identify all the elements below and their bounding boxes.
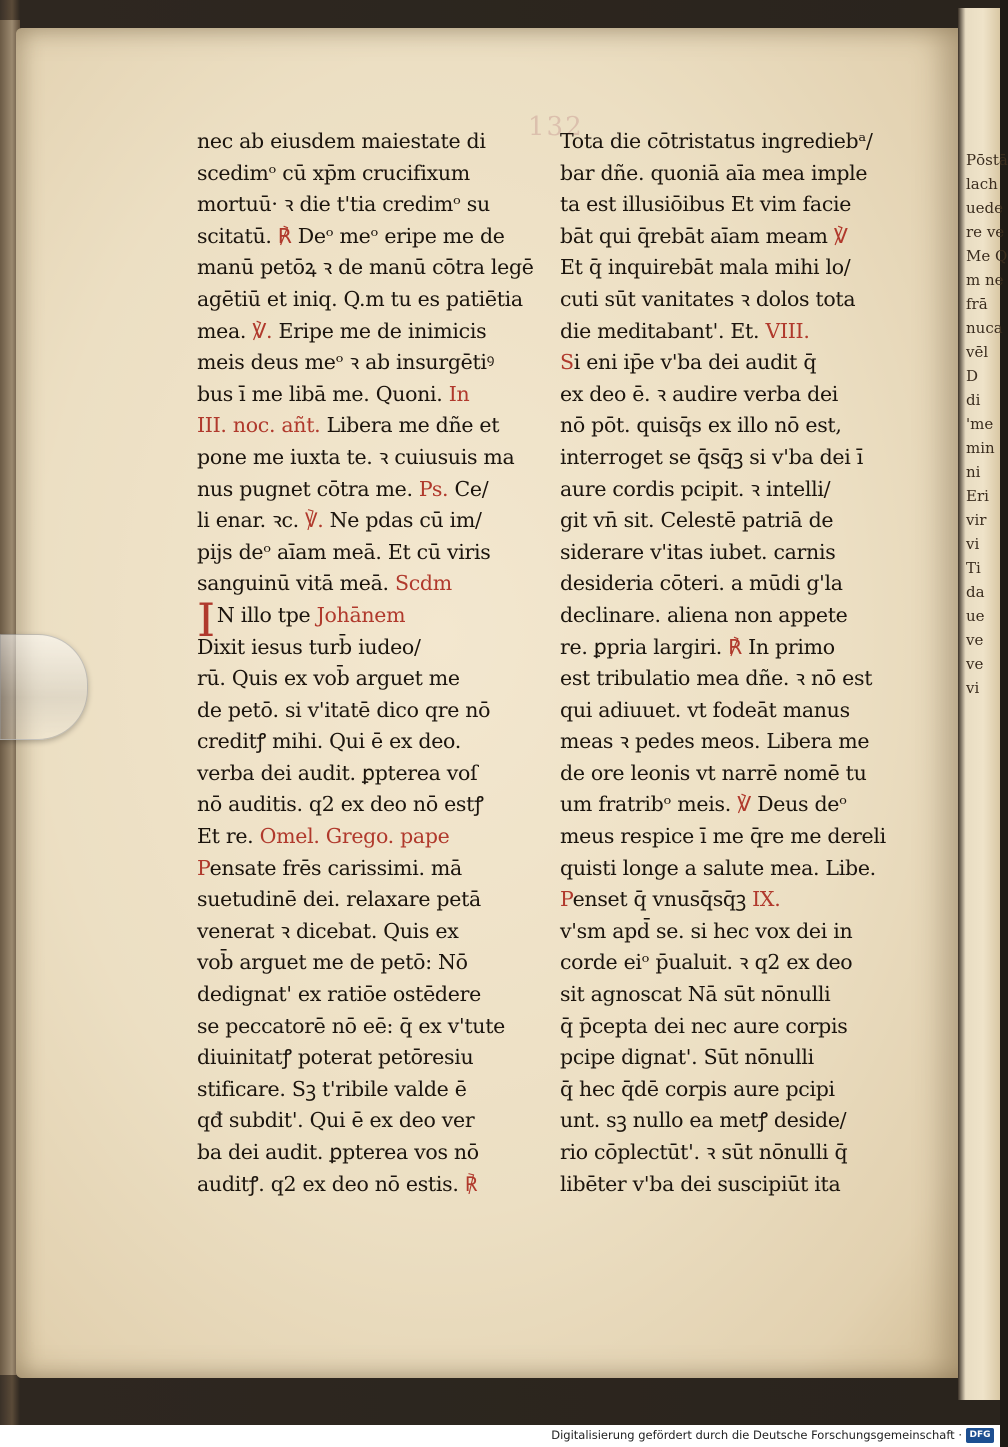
text-line <box>197 632 537 664</box>
body-text: Dixit iesus turb̄ iudeo/ <box>197 634 421 659</box>
text-line <box>197 442 537 474</box>
text-line <box>560 979 900 1011</box>
body-text: quisti longe a salute mea. Libe. <box>560 855 876 880</box>
body-text: qui adiuuet. vt fodeāt manus <box>560 697 850 722</box>
body-text: corde eiᵒ p̄ualuit. ꝛ q2 ex deo <box>560 950 853 975</box>
decorated-initial: I <box>197 592 215 647</box>
text-line <box>560 379 900 411</box>
text-line <box>197 505 537 537</box>
body-text: Eripe me de inimicis <box>272 318 487 343</box>
body-text: meas ꝛ pedes meos. Libera me <box>560 729 870 754</box>
body-text: unt. sꝫ nullo ea metꝭ deside/ <box>560 1108 847 1133</box>
body-text: desideria cōteri. a mūdi g'la <box>560 571 843 596</box>
body-text: pone me iuxta te. ꝛ cuiusuis ma <box>197 444 515 469</box>
rubric-text: S <box>560 350 574 375</box>
folio-number: 132 <box>528 112 584 142</box>
rubric-text: Ps. <box>418 476 449 501</box>
body-text: sanguinū vitā meā. <box>197 571 395 596</box>
body-text: siderare v'itas iubet. carnis <box>560 539 836 564</box>
body-text: nus pugnet cōtra me. <box>197 476 419 501</box>
body-text: declinare. aliena non appete <box>560 602 848 627</box>
text-line <box>197 410 537 442</box>
text-line <box>197 1011 537 1043</box>
text-line <box>560 442 900 474</box>
text-line <box>560 126 900 158</box>
text-line <box>560 1074 900 1106</box>
text-line <box>560 600 900 632</box>
text-line <box>560 1137 900 1169</box>
text-line <box>560 1042 900 1074</box>
body-text: libēter v'ba dei suscipiūt ita <box>560 1171 841 1196</box>
text-line <box>197 284 537 316</box>
body-text: nō pōt. quisq̄s ex illo nō est, <box>560 413 842 438</box>
text-line <box>197 126 537 158</box>
text-line <box>197 221 537 253</box>
body-text: bar dñe. quoniā aīa mea imple <box>560 160 868 185</box>
text-line <box>560 916 900 948</box>
body-text: cuti sūt vanitates ꝛ dolos tota <box>560 286 856 311</box>
body-text: meus respice ī me q̄re me dereli <box>560 824 886 849</box>
text-line <box>197 695 537 727</box>
rubric-text: ℣. <box>305 508 324 533</box>
rubric-text: ℣. <box>252 318 273 343</box>
body-text: venerat ꝛ dicebat. Quis ex <box>197 918 459 943</box>
body-text: In primo <box>741 634 835 659</box>
body-text: mortuū· ꝛ die t'tia credimᵒ su <box>197 192 490 217</box>
text-line <box>197 1137 537 1169</box>
text-line <box>560 221 900 253</box>
footer-credit: Digitalisierung gefördert durch die Deutsche Forschungsgemeinschaft · <box>551 1428 962 1442</box>
text-line <box>197 789 537 821</box>
body-text: q̄ hec q̄dē corpis aure pcipi <box>560 1076 835 1101</box>
body-text: de petō. si v'itatē dico qre nō <box>197 697 491 722</box>
rubric-text: IX. <box>752 887 781 912</box>
rubric-text: Omel. Grego. pape <box>259 824 450 849</box>
body-text: Et re. <box>197 824 260 849</box>
text-line <box>560 821 900 853</box>
footer-bar <box>0 1425 1000 1447</box>
body-text: nō auditis. q2 ex deo nō estꝭ <box>197 792 484 817</box>
text-line <box>560 947 900 979</box>
body-text: mea. <box>197 318 253 343</box>
next-page-edge <box>958 8 1008 1400</box>
text-line <box>197 1074 537 1106</box>
text-line <box>560 189 900 221</box>
rubric-text: Scdm <box>395 571 452 596</box>
body-text: Deᵒ meᵒ eripe me de <box>291 223 505 248</box>
text-line <box>560 663 900 695</box>
body-text: suetudinē dei. relaxare petā <box>197 887 481 912</box>
body-text: agētiū et iniq. Q.m tu es patiētia <box>197 286 523 311</box>
rubric-text: ℟ <box>277 223 292 248</box>
body-text: interroget se q̄sq̄ꝫ si v'ba dei ī <box>560 444 863 469</box>
rubric-text: In <box>448 381 470 406</box>
text-line <box>560 316 900 348</box>
text-line <box>560 410 900 442</box>
body-text: ensate frēs carissimi. mā <box>209 855 462 880</box>
body-text: Ce/ <box>448 476 489 501</box>
text-line <box>197 1042 537 1074</box>
body-text: git vn̄ sit. Celestē patriā de <box>560 508 834 533</box>
body-text: bus ī me libā me. Quoni. <box>197 381 449 406</box>
body-text: N illo tpe <box>216 602 317 627</box>
body-text: Libera me dñe et <box>320 413 500 438</box>
text-line <box>197 821 537 853</box>
rubric-text: ℟ <box>728 634 742 659</box>
text-line <box>560 853 900 885</box>
rubric-text: P <box>197 855 210 880</box>
text-line <box>197 379 537 411</box>
text-line <box>197 758 537 790</box>
body-text: dedignat' ex ratiōe ostēdere <box>197 982 481 1007</box>
rubric-text: ℣ <box>737 792 751 817</box>
body-text: meis deus meᵒ ꝛ ab insurgētiꝰ <box>197 350 495 375</box>
text-line <box>560 158 900 190</box>
body-text: Tota die cōtristatus ingrediebᵃ/ <box>560 129 873 153</box>
body-text: creditꝭ mihi. Qui ē ex deo. <box>197 729 461 754</box>
text-line <box>560 632 900 664</box>
body-text: diuinitatꝭ poterat petōresiu <box>197 1045 474 1070</box>
body-text: Et q̄ inquirebāt mala mihi lo/ <box>560 255 851 280</box>
text-line <box>197 1169 537 1201</box>
text-line <box>197 663 537 695</box>
text-line <box>197 189 537 221</box>
body-text: bāt qui q̄rebāt aīam meam <box>560 223 834 248</box>
text-line <box>560 884 900 916</box>
body-text: nec ab eiusdem maiestate di <box>197 129 486 153</box>
text-line <box>197 316 537 348</box>
text-line <box>197 979 537 1011</box>
text-line <box>560 284 900 316</box>
body-text: qđ subdit'. Qui ē ex deo ver <box>197 1108 475 1133</box>
body-text: pcipe dignat'. Sūt nōnulli <box>560 1045 814 1070</box>
body-text: scitatū. <box>197 223 278 248</box>
body-text: verba dei audit. ꝑpterea voſ <box>197 760 478 785</box>
body-text: enset q̄ vnusq̄sq̄ꝫ <box>572 887 753 912</box>
text-line <box>197 916 537 948</box>
body-text: v'sm apd̄ se. si hec vox dei in <box>560 918 853 943</box>
body-text: de ore leonis vt narrē nomē tu <box>560 760 867 785</box>
dfg-logo-icon: DFG <box>966 1428 994 1443</box>
text-line <box>560 347 900 379</box>
body-text: rū. Quis ex vob̄ arguet me <box>197 666 460 691</box>
body-text: die meditabant'. Et. <box>560 318 766 343</box>
body-text: ta est illusiōibus Et vim facie <box>560 192 852 217</box>
text-line <box>197 884 537 916</box>
text-line <box>197 252 537 284</box>
rubric-text: ℣ <box>833 223 848 248</box>
text-line <box>560 252 900 284</box>
body-text: rio cōplectūt'. ꝛ sūt nōnulli q̄ <box>560 1140 848 1164</box>
text-line <box>560 1011 900 1043</box>
body-text: q̄ p̄cepta dei nec aure corpis <box>560 1013 848 1038</box>
rubric-text: P <box>560 887 573 912</box>
rubric-text: Johānem <box>316 602 406 627</box>
text-line <box>560 568 900 600</box>
rubric-text: III. noc. añt. <box>197 413 321 438</box>
body-text: ex deo ē. ꝛ audire verba dei <box>560 381 839 406</box>
rubric-text: ℟ <box>464 1171 477 1196</box>
right-text-column <box>560 126 900 1200</box>
text-line <box>197 347 537 379</box>
body-text: auditꝭ. q2 ex deo nō estis. <box>197 1171 465 1196</box>
body-text: pijs deᵒ aīam meā. Et cū viris <box>197 539 491 564</box>
text-line <box>197 1105 537 1137</box>
text-line <box>197 474 537 506</box>
body-text: re. ꝑpria largiri. <box>560 634 729 659</box>
left-text-column <box>197 126 537 1200</box>
body-text: est tribulatio mea dñe. ꝛ nō est <box>560 666 873 691</box>
text-line <box>560 1169 900 1201</box>
text-line <box>560 1105 900 1137</box>
text-line <box>197 568 537 600</box>
body-text: aure cordis pcipit. ꝛ intelli/ <box>560 476 831 501</box>
body-text: stificare. Sꝫ t'ribile valde ē <box>197 1076 467 1101</box>
body-text: li enar. ꝛc. <box>197 508 306 533</box>
body-text: ba dei audit. ꝑpterea vos nō <box>197 1140 479 1164</box>
text-line <box>560 505 900 537</box>
body-text: vob̄ arguet me de petō: Nō <box>197 950 468 975</box>
body-text: um fratribᵒ meis. <box>560 792 738 817</box>
text-line <box>560 789 900 821</box>
body-text: se peccatorē nō eē: q̄ ex v'tute <box>197 1013 505 1038</box>
body-text: sit agnoscat Nā sūt nōnulli <box>560 982 831 1007</box>
text-line <box>197 726 537 758</box>
text-line <box>560 537 900 569</box>
text-line <box>197 537 537 569</box>
body-text: scedimᵒ cū xp̄m crucifixum <box>197 160 470 185</box>
body-text: i eni ip̄e v'ba dei audit q̄ <box>573 350 817 375</box>
text-line <box>560 758 900 790</box>
text-line <box>560 695 900 727</box>
rubric-text: VIII. <box>765 318 810 343</box>
text-line <box>560 726 900 758</box>
text-line <box>560 474 900 506</box>
body-text: manū petōꝝ ꝛ de manū cōtra legē <box>197 255 534 280</box>
next-page-edge-text: Pōstā lach uede re ve Me Q m ne frā nuca vēl D di 'me min ni Eri vir vi Ti da ue ve ve vi <box>966 151 1008 697</box>
text-line <box>197 158 537 190</box>
text-line <box>197 947 537 979</box>
text-line <box>197 853 537 885</box>
body-text: Deus deᵒ <box>750 792 847 817</box>
body-text: Ne pdas cū im/ <box>323 508 482 533</box>
